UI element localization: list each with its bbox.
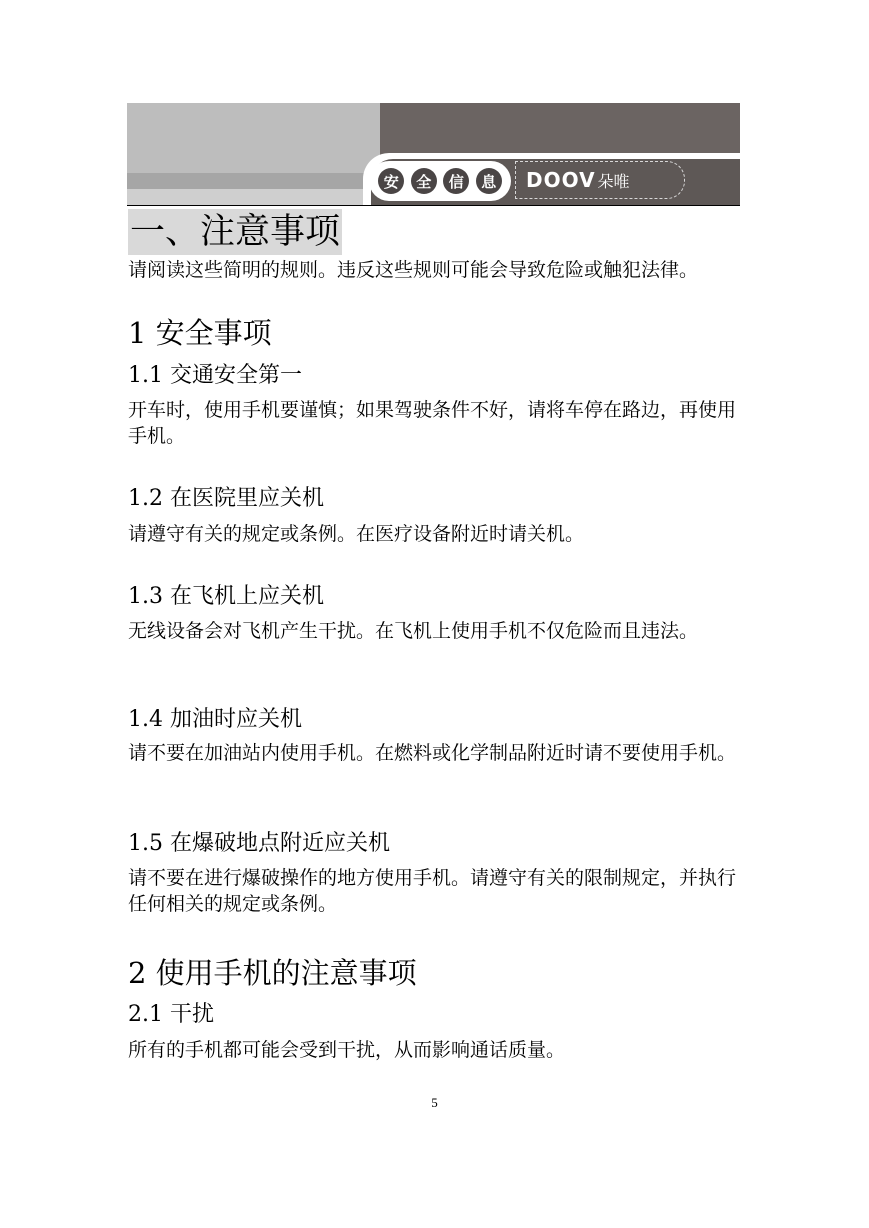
subsection-text: 无线设备会对飞机产生干扰。在飞机上使用手机不仅危险而且违法。 <box>128 620 699 642</box>
subsection-text: 请不要在加油站内使用手机。在燃料或化学制品附近时请不要使用手机。 <box>128 742 737 764</box>
page-number: 5 <box>431 1095 438 1110</box>
subsection-heading: 1.1 交通安全第一 <box>128 363 302 388</box>
header-rule <box>127 205 740 206</box>
subsection-heading: 1.3 在飞机上应关机 <box>128 584 324 609</box>
section-heading: 1 安全事项 <box>128 316 272 350</box>
header-banner <box>127 103 740 205</box>
subsection-text: 请遵守有关的规定或条例。在医疗设备附近时请关机。 <box>128 523 585 545</box>
tab-char: 全 <box>411 168 437 194</box>
page-title: 一、注意事项 <box>128 209 342 255</box>
subsection-heading: 1.4 加油时应关机 <box>128 707 302 732</box>
subsection-heading: 1.5 在爆破地点附近应关机 <box>128 831 390 856</box>
section-heading: 2 使用手机的注意事项 <box>128 956 417 990</box>
brand-logo <box>515 161 685 199</box>
tab-char: 息 <box>476 168 502 194</box>
tab-char: 安 <box>378 168 404 194</box>
brand-cn: 朵唯 <box>597 171 630 191</box>
subsection-heading: 1.2 在医院里应关机 <box>128 486 324 511</box>
section-tab <box>369 161 511 201</box>
subsection-text: 请不要在进行爆破操作的地方使用手机。请遵守有关的限制规定，并执行任何相关的规定或条例。 <box>128 867 737 915</box>
subsection-text: 所有的手机都可能会受到干扰，从而影响通话质量。 <box>128 1039 566 1061</box>
intro-paragraph: 请阅读这些简明的规则。违反这些规则可能会导致危险或触犯法律。 <box>128 259 699 281</box>
subsection-text: 开车时，使用手机要谨慎；如果驾驶条件不好，请将车停在路边，再使用手机。 <box>128 399 737 447</box>
brand-latin: DOOV <box>526 168 596 192</box>
subsection-heading: 2.1 干扰 <box>128 1002 214 1027</box>
tab-char: 信 <box>443 168 469 194</box>
